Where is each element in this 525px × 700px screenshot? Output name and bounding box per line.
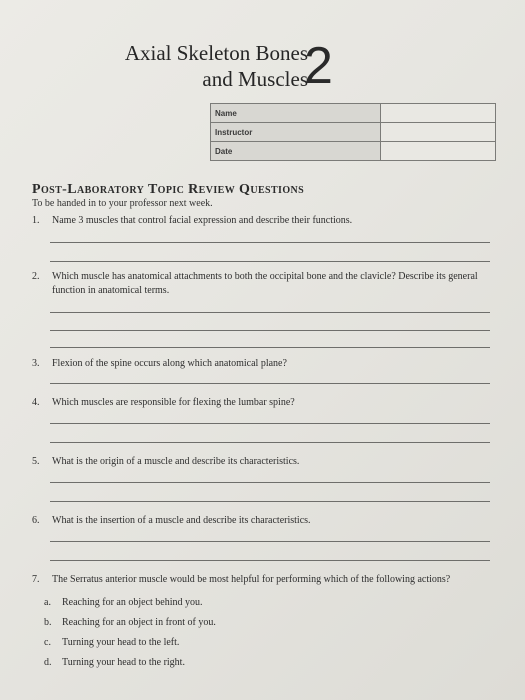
answer-line[interactable] [50, 423, 490, 424]
date-field[interactable] [381, 142, 496, 161]
info-row-instructor [211, 123, 496, 142]
option-text: Reaching for an object in front of you. [62, 617, 216, 628]
answer-line[interactable] [50, 261, 490, 262]
option-text: Turning your head to the left. [62, 637, 180, 648]
info-row-name [211, 104, 496, 123]
chapter-number: 2 [304, 37, 333, 95]
page-title [118, 40, 308, 92]
question-number: 2. [32, 271, 40, 282]
question-number: 4. [32, 397, 40, 408]
name-label: Name [211, 104, 381, 123]
answer-line[interactable] [50, 312, 490, 313]
option-letter: a. [44, 597, 51, 608]
date-label: Date [211, 142, 381, 161]
question-number: 6. [32, 515, 40, 526]
name-field[interactable] [381, 104, 496, 123]
answer-line[interactable] [50, 541, 490, 542]
option-text: Reaching for an object behind you. [62, 597, 203, 608]
answer-line[interactable] [50, 482, 490, 483]
section-instructions: To be handed in to your professor next week. [32, 198, 213, 209]
question-text: What is the origin of a muscle and describe its characteristics. [52, 456, 300, 467]
instructor-field[interactable] [381, 123, 496, 142]
answer-line[interactable] [50, 501, 490, 502]
question-text: Which muscle has anatomical attachments to both the occipital bone and the clavicle? Describe its general function in anatomical terms. [52, 271, 478, 296]
instructor-label: Instructor [211, 123, 381, 142]
question-text: Which muscles are responsible for flexing the lumbar spine? [52, 397, 295, 408]
question-text: The Serratus anterior muscle would be most helpful for performing which of the following actions? [52, 574, 451, 585]
info-row-date [211, 142, 496, 161]
answer-line[interactable] [50, 242, 490, 243]
option-letter: b. [44, 617, 52, 628]
title-line-1: Axial Skeleton Bones [124, 41, 308, 65]
student-info-table [210, 103, 496, 161]
option-text: Turning your head to the right. [62, 657, 185, 668]
option-letter: d. [44, 657, 52, 668]
section-heading: Post-Laboratory Topic Review Questions [32, 182, 305, 197]
answer-line[interactable] [50, 560, 490, 561]
title-line-2: and Muscles [202, 67, 308, 91]
answer-line[interactable] [50, 383, 490, 384]
question-text: Flexion of the spine occurs along which anatomical plane? [52, 358, 287, 369]
question-text: What is the insertion of a muscle and describe its characteristics. [52, 515, 311, 526]
option-letter: c. [44, 637, 51, 648]
answer-line[interactable] [50, 442, 490, 443]
question-number: 3. [32, 358, 40, 369]
question-number: 7. [32, 574, 40, 585]
question-number: 1. [32, 215, 40, 226]
answer-line[interactable] [50, 347, 490, 348]
answer-line[interactable] [50, 330, 490, 331]
question-text: Name 3 muscles that control facial expression and describe their functions. [52, 215, 353, 226]
question-number: 5. [32, 456, 40, 467]
